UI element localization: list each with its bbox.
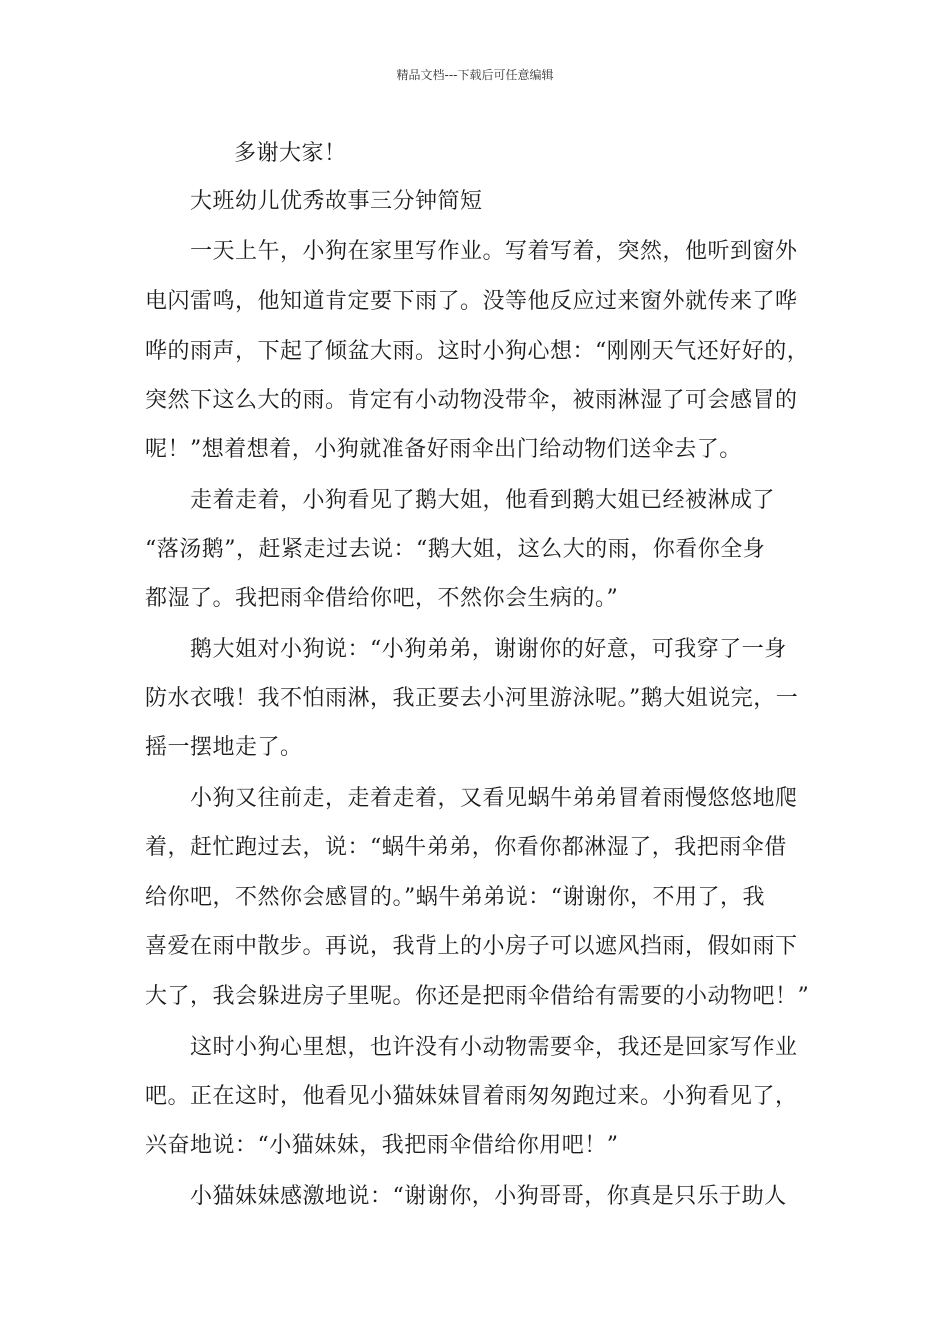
text-line: 小狗又往前走，走着走着，又看见蜗牛弟弟冒着雨慢悠悠地爬 bbox=[190, 786, 798, 811]
text-line: 兴奋地说：“小猫妹妹，我把雨伞借给你用吧！” bbox=[145, 1133, 619, 1158]
page-header: 精品文档---下载后可任意编辑 bbox=[396, 68, 554, 82]
text-line: 着，赶忙跑过去，说：“蜗牛弟弟，你看你都淋湿了，我把雨伞借 bbox=[145, 835, 787, 860]
text-line: 电闪雷鸣，他知道肯定要下雨了。没等他反应过来窗外就传来了哗 bbox=[145, 289, 798, 314]
text-line: 大了，我会躲进房子里呢。你还是把雨伞借给有需要的小动物吧！” bbox=[145, 984, 810, 1009]
text-line: 走着走着，小狗看见了鹅大姐，他看到鹅大姐已经被淋成了 bbox=[190, 488, 776, 513]
text-line: 鹅大姐对小狗说：“小狗弟弟，谢谢你的好意，可我穿了一身 bbox=[190, 637, 787, 662]
text-line: 都湿了。我把雨伞借给你吧，不然你会生病的。” bbox=[145, 586, 619, 611]
text-line: 小猫妹妹感激地说：“谢谢你，小狗哥哥，你真是只乐于助人 bbox=[190, 1184, 787, 1209]
text-line: 这时小狗心里想，也许没有小动物需要伞，我还是回家写作业 bbox=[190, 1035, 798, 1060]
text-line: “落汤鹅”，赶紧走过去说：“鹅大姐，这么大的雨，你看你全身 bbox=[145, 537, 766, 562]
text-line: 喜爱在雨中散步。再说，我背上的小房子可以遮风挡雨，假如雨下 bbox=[145, 934, 798, 959]
text-line: 突然下这么大的雨。肯定有小动物没带伞，被雨淋湿了可会感冒的 bbox=[145, 388, 798, 413]
text-line: 给你吧，不然你会感冒的。”蜗牛弟弟说：“谢谢你，不用了，我 bbox=[145, 885, 765, 910]
text-line: 防水衣哦！我不怕雨淋，我正要去小河里游泳呢。”鹅大姐说完，一 bbox=[145, 686, 799, 711]
story-title: 大班幼儿优秀故事三分钟简短 bbox=[190, 189, 483, 214]
text-line: 一天上午，小狗在家里写作业。写着写着，突然，他听到窗外 bbox=[190, 239, 798, 264]
text-line: 吧。正在这时，他看见小猫妹妹冒着雨匆匆跑过来。小狗看见了， bbox=[145, 1084, 798, 1109]
text-line: 摇一摆地走了。 bbox=[145, 735, 303, 760]
text-line: 呢！”想着想着，小狗就准备好雨伞出门给动物们送伞去了。 bbox=[145, 437, 742, 462]
closing-line: 多谢大家！ bbox=[234, 141, 347, 166]
text-line: 哗的雨声，下起了倾盆大雨。这时小狗心想：“刚刚天气还好好的， bbox=[145, 339, 810, 364]
